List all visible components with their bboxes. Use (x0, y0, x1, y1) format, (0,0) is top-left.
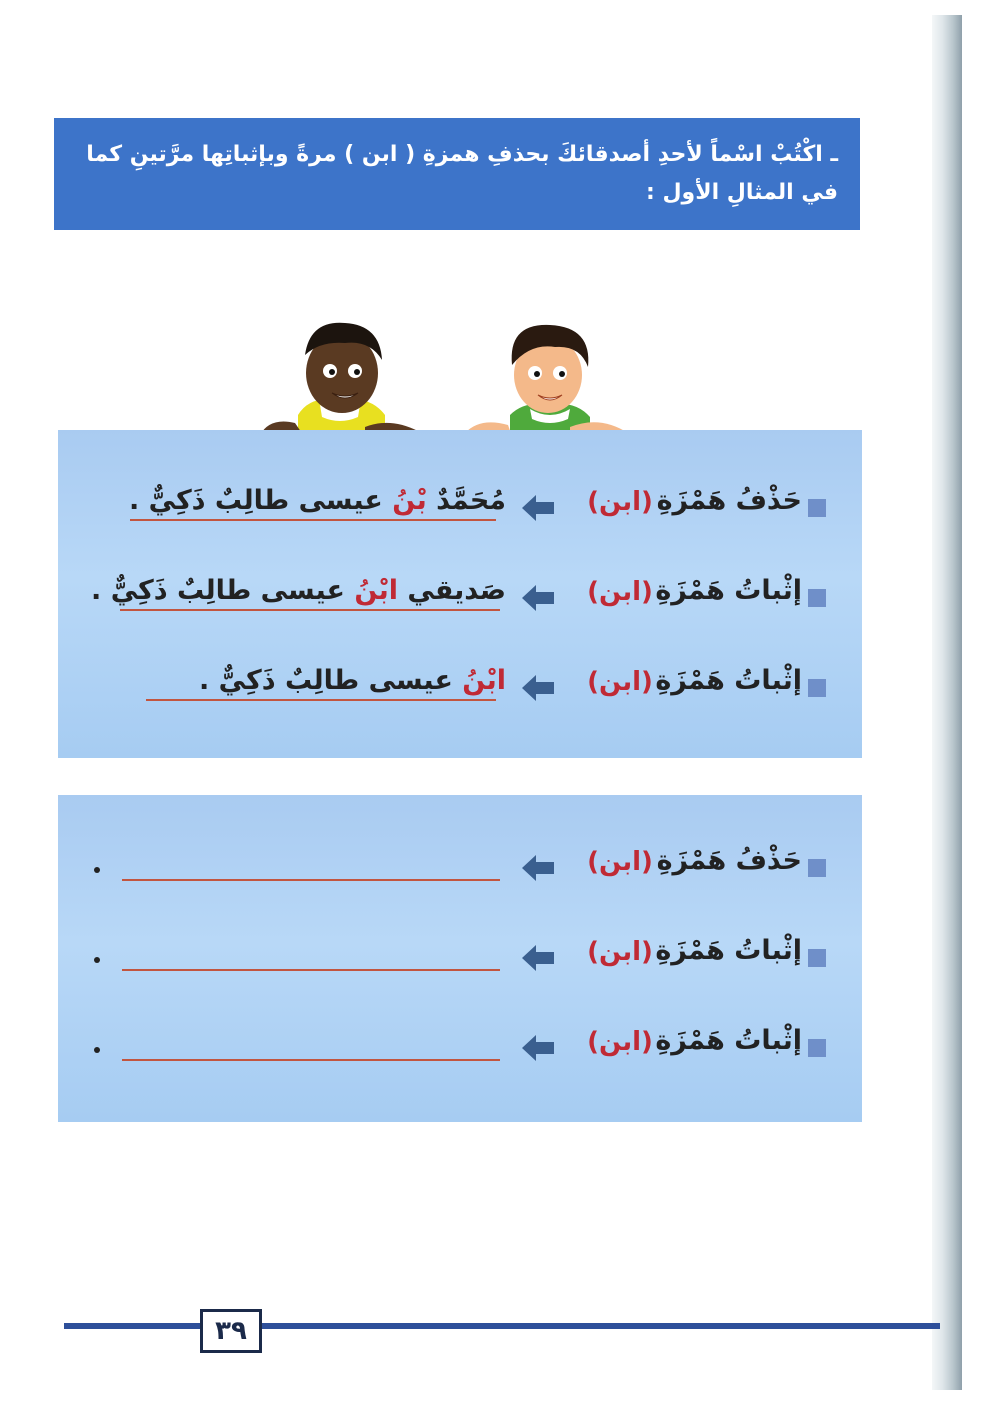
example-underline (130, 519, 496, 521)
instruction-line-2: في المثالِ الأول : (645, 180, 838, 205)
ibn-word: بْنُ (392, 485, 427, 516)
example-underline (120, 609, 500, 611)
sentence-part: صَديقي (398, 575, 506, 606)
bullet-square-icon (808, 949, 826, 967)
row-label: حَذْفُ هَمْزَةِ (656, 485, 802, 516)
sentence-part: عيسى طالِبٌ ذَكِيٌّ . (129, 485, 393, 516)
ibn-keyword: (ابن) (587, 667, 653, 697)
arrow-left-icon (520, 673, 556, 703)
answer-line[interactable] (122, 969, 500, 971)
row-label: إثْباتُ هَمْزَةِ (655, 665, 802, 696)
row-label: حَذْفُ هَمْزَةِ (656, 845, 802, 876)
exercise-row (58, 845, 862, 895)
ibn-keyword: (ابن) (587, 1027, 653, 1057)
book-spine (932, 15, 962, 1390)
example-row (58, 665, 862, 715)
exercise-panel (58, 795, 862, 1122)
ibn-keyword: (ابن) (587, 847, 653, 877)
example-row (58, 575, 862, 625)
arrow-left-icon (520, 493, 556, 523)
bullet-square-icon (808, 589, 826, 607)
row-label: إثْباتُ هَمْزَةِ (655, 935, 802, 966)
example-underline (146, 699, 496, 701)
answer-line[interactable] (122, 1059, 500, 1061)
sentence-part: مُحَمَّدٌ (426, 485, 506, 516)
period-dot (94, 957, 100, 963)
footer-rule (64, 1322, 940, 1330)
instruction-line-1: ـ اكْتُبْ اسْماً لأحدِ أصدقائكَ بحذفِ همزةِ ( ابن ) مرةً وبإثباتِها مرَّتينِ كما (86, 142, 838, 167)
bullet-square-icon (808, 499, 826, 517)
bullet-square-icon (808, 679, 826, 697)
bullet-square-icon (808, 859, 826, 877)
sentence-part: عيسى طالِبٌ ذَكِيٌّ . (91, 575, 355, 606)
row-label: إثْباتُ هَمْزَةِ (655, 575, 802, 606)
row-label: إثْباتُ هَمْزَةِ (655, 1025, 802, 1056)
arrow-left-icon (520, 1033, 556, 1063)
instruction-banner (54, 118, 860, 230)
arrow-left-icon (520, 583, 556, 613)
instruction-text (76, 136, 838, 212)
ibn-keyword: (ابن) (587, 577, 653, 607)
ibn-word: ابْنُ (354, 575, 399, 606)
example-sentence (106, 665, 506, 696)
two-boys-illustration (250, 305, 640, 445)
exercise-row (58, 1025, 862, 1075)
ibn-keyword: (ابن) (587, 487, 653, 517)
ibn-word: ابْنُ (462, 665, 506, 696)
boy-right-illustration (465, 325, 628, 445)
period-dot (94, 1047, 100, 1053)
example-panel (58, 430, 862, 758)
boy-left-illustration (260, 323, 418, 445)
ibn-keyword: (ابن) (587, 937, 653, 967)
sentence-part: عيسى طالِبٌ ذَكِيٌّ . (199, 665, 463, 696)
example-sentence (91, 575, 506, 606)
period-dot (94, 867, 100, 873)
arrow-left-icon (520, 853, 556, 883)
bullet-square-icon (808, 1039, 826, 1057)
example-row (58, 485, 862, 535)
exercise-row (58, 935, 862, 985)
answer-line[interactable] (122, 879, 500, 881)
example-sentence (106, 485, 506, 516)
arrow-left-icon (520, 943, 556, 973)
page-number: ٣٩ (200, 1309, 262, 1353)
